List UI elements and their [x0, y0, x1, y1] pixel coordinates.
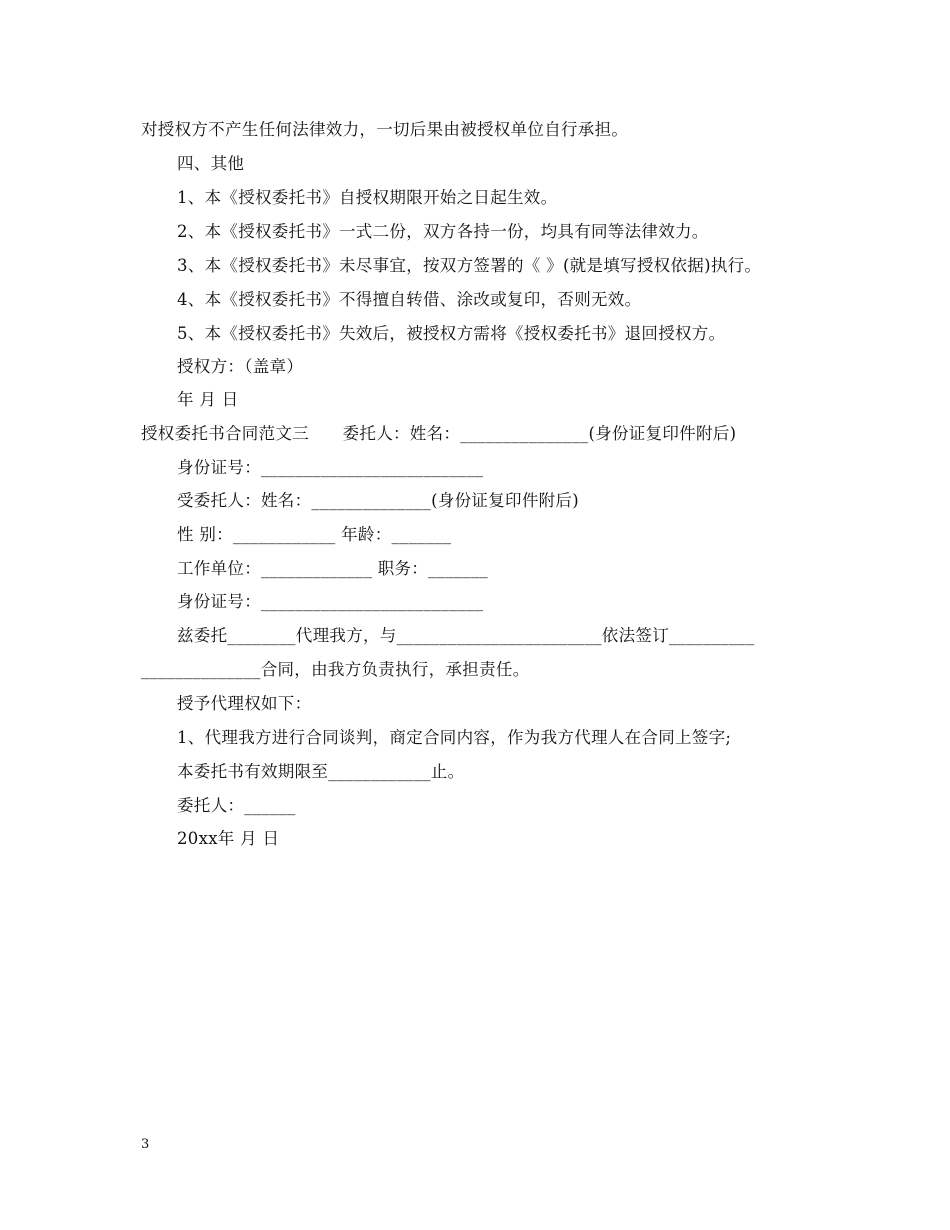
clause-3: 3、本《授权委托书》未尽事宜，按双方签署的《 》(就是填写授权依据)执行。 [177, 256, 762, 275]
section-heading: 四、其他 [177, 154, 245, 173]
page-number: 3 [141, 1137, 150, 1152]
clause-1: 1、本《授权委托书》自授权期限开始之日起生效。 [177, 188, 558, 207]
clause-4: 4、本《授权委托书》不得擅自转借、涂改或复印，否则无效。 [177, 290, 642, 309]
id-number-field: 身份证号：__________________________ [177, 458, 484, 477]
authority-heading: 授予代理权如下： [177, 694, 312, 713]
sample-title-principal-line: 授权委托书合同范文三 委托人：姓名：_______________(身份证复印件附后) [141, 424, 737, 443]
agent-id-number-field: 身份证号：__________________________ [177, 592, 484, 611]
paragraph-line: 对授权方不产生任何法律效力，一切后果由被授权单位自行承担。 [141, 120, 629, 139]
entrust-paragraph-continued: ______________合同，由我方负责执行，承担责任。 [141, 660, 530, 679]
date-line: 年 月 日 [177, 390, 239, 409]
employer-position-field: 工作单位：_____________ 职务：_______ [177, 559, 488, 578]
authority-item-1: 1、代理我方进行合同谈判，商定合同内容，作为我方代理人在合同上签字; [177, 728, 732, 747]
clause-5: 5、本《授权委托书》失效后，被授权方需将《授权委托书》退回授权方。 [177, 324, 726, 343]
grantor-signature-line: 授权方：（盖章） [177, 357, 304, 376]
agent-name-field: 受委托人：姓名：______________(身份证复印件附后) [177, 491, 579, 510]
gender-age-field: 性 别：____________ 年龄：_______ [177, 525, 452, 544]
principal-signature: 委托人：______ [177, 796, 296, 815]
clause-2: 2、本《授权委托书》一式二份，双方各持一份，均具有同等法律效力。 [177, 222, 709, 241]
signature-date: 20xx年 月 日 [177, 829, 280, 848]
entrust-paragraph: 兹委托________代理我方，与________________________依法签订__________ [177, 626, 755, 645]
validity-period: 本委托书有效期限至____________止。 [177, 762, 465, 781]
